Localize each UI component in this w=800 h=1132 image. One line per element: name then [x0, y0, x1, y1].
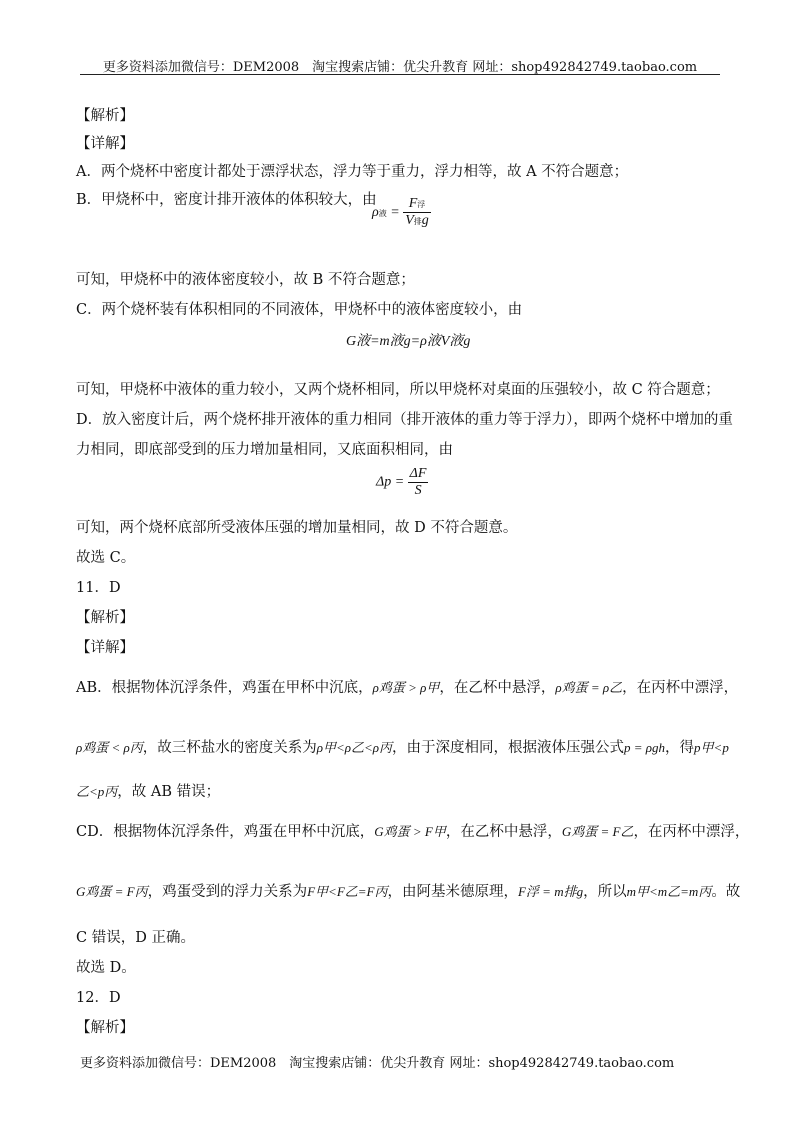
question-12-answer: 12．D: [76, 990, 121, 1006]
answer-10: 故选 C。: [76, 550, 136, 566]
section-label-analysis-11: 【解析】: [76, 610, 134, 626]
paragraph-b-conclusion: 可知，甲烧杯中的液体密度较小，故 B 不符合题意；: [76, 272, 415, 288]
paragraph-cd-cont: G鸡蛋 = F丙，鸡蛋受到的浮力关系为F甲<F乙=F丙，由阿基米德原理，F浮 = m排g，所以m甲<m乙=m丙。故: [76, 884, 741, 900]
formula-density: ρ液 = $\frac{\text{F浮}}{\text{V排g}}$: [372, 196, 429, 228]
header-divider: [80, 74, 720, 75]
paragraph-c-conclusion: 可知，甲烧杯中液体的重力较小，又两个烧杯相同，所以甲烧杯对桌面的压强较小，故 C 符合题意；: [76, 382, 720, 398]
formula-pressure: Δp = $\frac{\Delta F}{S}$: [376, 466, 427, 498]
paragraph-c: C．两个烧杯装有体积相同的不同液体，甲烧杯中的液体密度较小，由: [76, 302, 523, 318]
page-footer: 更多资料添加微信号：DEM2008 淘宝搜索店铺：优尖升教育 网址：shop492842749.taobao.com: [80, 1056, 675, 1071]
paragraph-b: B．甲烧杯中，密度计排开液体的体积较大，由: [76, 192, 377, 208]
paragraph-ab-conclusion: 乙<p丙，故 AB 错误；: [76, 784, 221, 800]
paragraph-cd-conclusion: C 错误，D 正确。: [76, 930, 195, 946]
page-header: 更多资料添加微信号：DEM2008 淘宝搜索店铺：优尖升教育 网址：shop492842749.taobao.com: [102, 60, 698, 75]
paragraph-a: A．两个烧杯中密度计都处于漂浮状态，浮力等于重力，浮力相等，故 A 不符合题意；: [76, 164, 629, 180]
paragraph-d-cont: 力相同，即底部受到的压力增加量相同，又底面积相同，由: [76, 442, 453, 458]
section-label-detail: 【详解】: [76, 136, 134, 152]
paragraph-d: D．放入密度计后，两个烧杯排开液体的重力相同（排开液体的重力等于浮力），即两个烧杯中增加的重: [76, 412, 733, 428]
question-11-answer: 11．D: [76, 580, 121, 596]
paragraph-d-conclusion: 可知，两个烧杯底部所受液体压强的增加量相同，故 D 不符合题意。: [76, 520, 518, 536]
paragraph-ab-cont: ρ鸡蛋 < ρ丙，故三杯盐水的密度关系为ρ甲<ρ乙<ρ丙，由于深度相同，根据液体压强公式p = ρgh，得p甲<p: [76, 740, 729, 756]
section-label-analysis-12: 【解析】: [76, 1020, 134, 1036]
answer-11: 故选 D。: [76, 960, 136, 976]
paragraph-cd: CD．根据物体沉浮条件，鸡蛋在甲杯中沉底，G鸡蛋 > F甲，在乙杯中悬浮，G鸡蛋 = F乙，在丙杯中漂浮，: [76, 824, 750, 840]
paragraph-ab: AB．根据物体沉浮条件，鸡蛋在甲杯中沉底，ρ鸡蛋 > ρ甲，在乙杯中悬浮，ρ鸡蛋 = ρ乙，在丙杯中漂浮，: [76, 680, 739, 696]
formula-weight: G液=m液g=ρ液V液g: [346, 334, 471, 349]
section-label-analysis: 【解析】: [76, 108, 134, 124]
section-label-detail-11: 【详解】: [76, 640, 134, 656]
